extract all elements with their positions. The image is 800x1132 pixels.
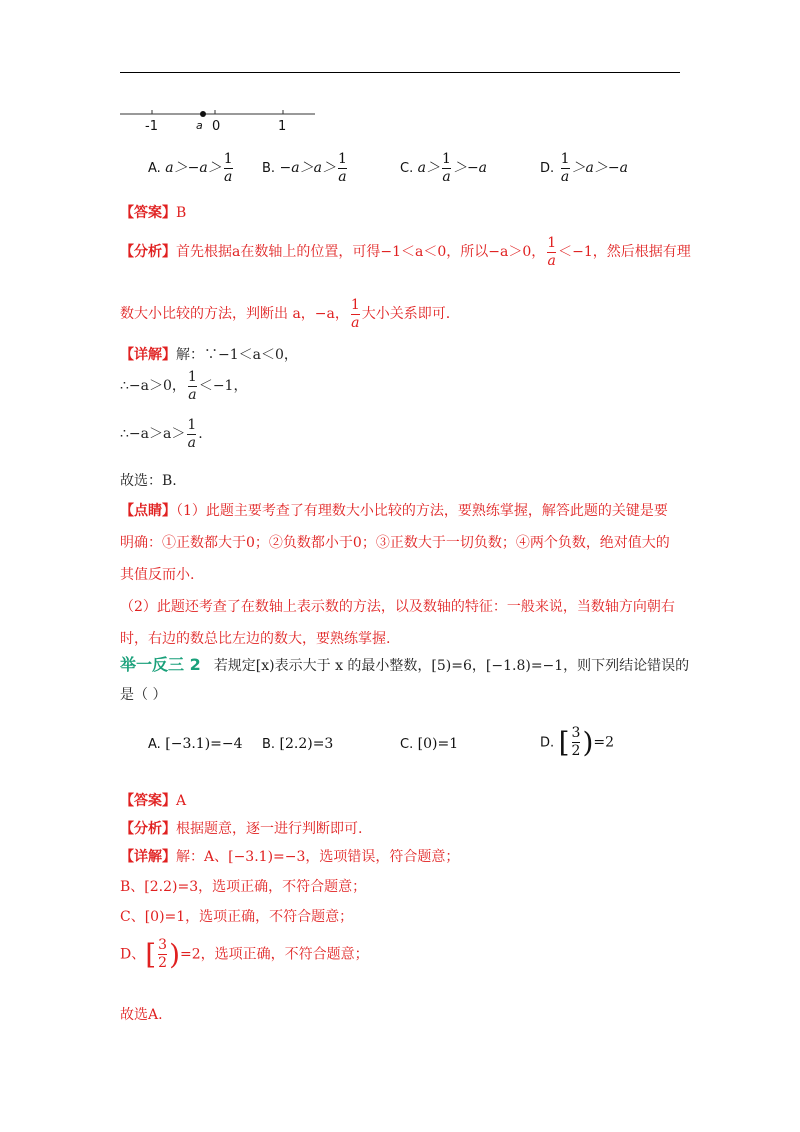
q2-option-d[interactable]: D. [ $\frac{3}{2}$ )=2 — [540, 725, 615, 759]
label-one: 1 — [278, 119, 287, 134]
q1-option-d[interactable]: D. $\frac{1}{a}$ ＞a＞−a — [540, 151, 628, 185]
q1-analysis-line2: 数大小比较的方法，判断出 a，−a， $\frac{1}{a}$ 大小关系即可. — [120, 297, 451, 331]
q1-answer: 【答案】B — [120, 205, 187, 221]
q1-tip-line4: （2）此题还考查了在数轴上表示数的方法，以及数轴的特征：一般来说，当数轴方向朝右 — [120, 599, 675, 615]
fraction: $\frac{1}{a}$ — [223, 151, 233, 185]
label-minus-one: -1 — [145, 119, 158, 134]
q2-option-b[interactable]: B. [2.2)=3 — [262, 736, 334, 752]
q1-option-b[interactable]: B. −a＞a＞ $\frac{1}{a}$ — [262, 151, 347, 185]
q2-detail-a: 【详解】解：A、[−3.1)=−3，选项错误，符合题意； — [120, 849, 460, 865]
q2-option-c[interactable]: C. [0)=1 — [400, 736, 459, 752]
q1-tip-line1: 【点睛】（1）此题主要考查了有理数大小比较的方法，要熟练掌握，解答此题的关键是要 — [120, 503, 668, 519]
fraction: $\frac{1}{a}$ — [337, 151, 347, 185]
q1-detail-line1: 【详解】解：∵−1＜a＜0， — [120, 347, 298, 363]
label-a: a — [196, 119, 203, 132]
fraction: $\frac{1}{a}$ — [442, 151, 451, 185]
q2-detail-d: D、[ $\frac{3}{2}$ )=2，选项正确，不符合题意； — [120, 937, 369, 971]
q2-detail-c: C、[0)=1，选项正确，不符合题意； — [120, 909, 354, 925]
number-line — [115, 100, 315, 136]
q1-option-c[interactable]: C. a＞ $\frac{1}{a}$ ＞−a — [400, 151, 488, 185]
q1-choose: 故选：B. — [120, 473, 177, 489]
q2-option-a[interactable]: A. [−3.1)=−4 — [148, 736, 243, 752]
q2-choose: 故选A. — [120, 1007, 163, 1023]
q1-detail-line3: ∴−a＞a＞ $\frac{1}{a}$ . — [120, 417, 203, 451]
fraction: $\frac{1}{a}$ — [560, 151, 570, 185]
q1-tip-line2: 明确：①正数都大于0；②负数都小于0；③正数大于一切负数；④两个负数，绝对值大的 — [120, 535, 670, 551]
q2-heading: 举一反三 2 — [120, 655, 201, 674]
header-rule — [120, 72, 680, 73]
q2-analysis: 【分析】根据题意，逐一进行判断即可. — [120, 821, 363, 837]
q1-detail-line2: ∴−a＞0， $\frac{1}{a}$ ＜−1， — [120, 369, 248, 403]
q2-stem-line2: 是（ ） — [120, 687, 167, 703]
point-a — [200, 111, 206, 117]
q1-analysis: 【分析】首先根据a在数轴上的位置，可得−1＜a＜0，所以−a＞0， $\frac{1}{a}$ ＜−1，然后根据有理 — [120, 235, 691, 269]
q2-answer: 【答案】A — [120, 793, 187, 809]
q2-stem: 举一反三 2 若规定[x)表示大于 x 的最小整数，[5)=6，[−1.8)=−1，则下列结论错误的 — [120, 655, 690, 674]
q1-tip-line3: 其值反而小. — [120, 567, 195, 583]
q1-tip-line5: 时，右边的数总比左边的数大，要熟练掌握. — [120, 631, 391, 647]
label-zero: 0 — [212, 119, 221, 134]
q1-option-a[interactable]: A. a＞−a＞ $\frac{1}{a}$ — [148, 151, 233, 185]
q2-detail-b: B、[2.2)=3，选项正确，不符合题意； — [120, 879, 367, 895]
